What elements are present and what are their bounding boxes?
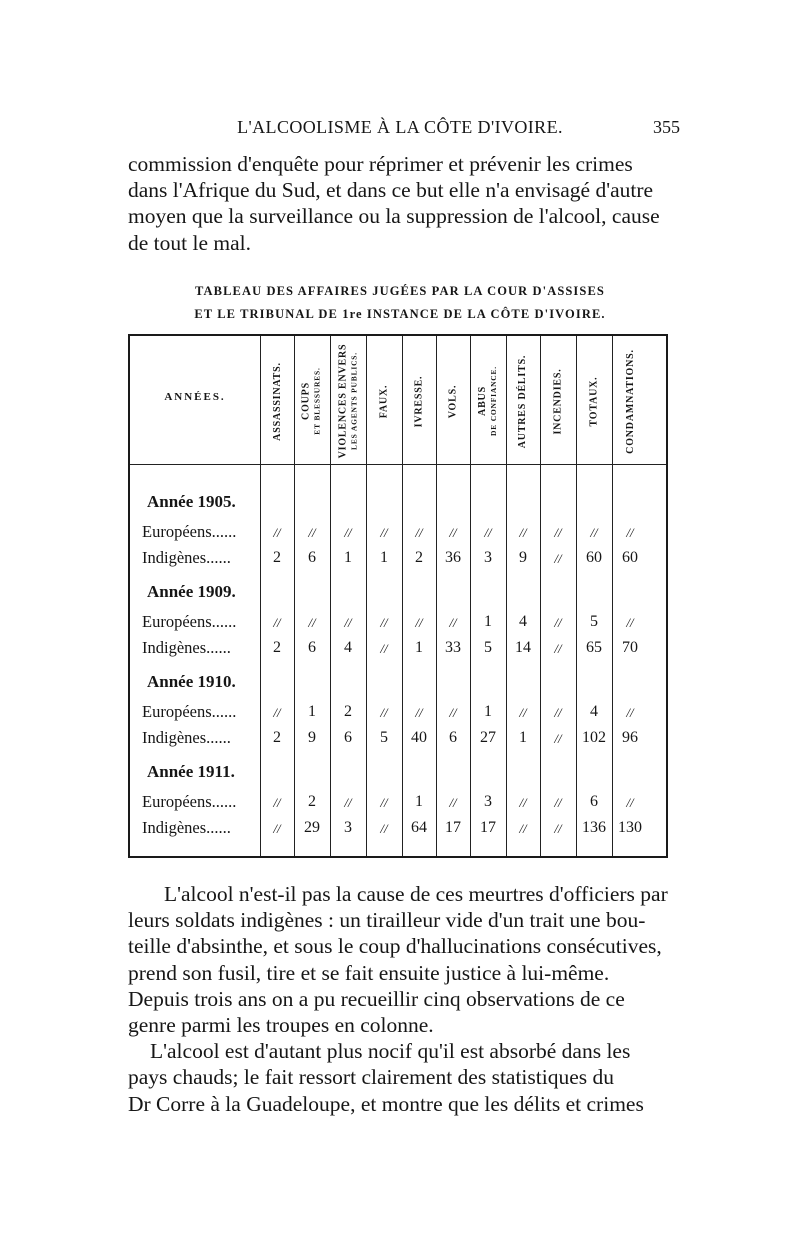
table-cell: 5 [484, 639, 492, 656]
column-header-text: AUTRES DÉLITS. [517, 354, 529, 448]
table-cell: 60 [622, 549, 638, 566]
column-header-text: IVRESSE. [413, 375, 425, 427]
row-label: Européens...... [142, 522, 237, 541]
table-cell: 1 [519, 729, 527, 746]
table-cell: 6 [344, 729, 352, 746]
table-cell: // [626, 615, 634, 630]
table-cell: 4 [519, 613, 527, 630]
table-cell: // [344, 525, 352, 540]
intro-line: de tout le mal. [128, 230, 251, 255]
column-header-line: COUPS [301, 382, 312, 420]
table-cell: 1 [308, 703, 316, 720]
row-label: Européens...... [142, 702, 237, 721]
table-cell: 65 [586, 639, 602, 656]
column-header [540, 340, 576, 462]
column-header [436, 340, 470, 462]
table-cell: 3 [344, 819, 352, 836]
table-cell: // [380, 641, 388, 656]
table-cell: // [380, 821, 388, 836]
table-cell: 2 [273, 549, 281, 566]
table-cell: 3 [484, 549, 492, 566]
table-cell: // [626, 705, 634, 720]
column-header [612, 340, 648, 462]
table-cell: 40 [411, 729, 427, 746]
running-head [120, 117, 680, 143]
table-cell: 60 [586, 549, 602, 566]
table-cell: 70 [622, 639, 638, 656]
table-cell: // [273, 705, 281, 720]
table-cell: 36 [445, 549, 461, 566]
table-cell: // [273, 525, 281, 540]
table-cell: 3 [484, 793, 492, 810]
table-caption-line-1: TABLEAU DES AFFAIRES JUGÉES PAR LA COUR D'ASSISES [195, 284, 605, 298]
table-cell: // [380, 525, 388, 540]
table-cell: // [344, 615, 352, 630]
table-cell: // [519, 821, 527, 836]
table-cell: 1 [484, 613, 492, 630]
table-cell: 6 [590, 793, 598, 810]
table-cell: 102 [582, 729, 606, 746]
column-header-text [337, 344, 359, 459]
table-cell: 130 [618, 819, 642, 836]
column-header-text: CONDAMNATIONS. [624, 348, 636, 454]
table-cell: // [415, 525, 423, 540]
table-cell: 1 [344, 549, 352, 566]
table-cell: // [380, 705, 388, 720]
table-cell: 136 [582, 819, 606, 836]
year-label: Année 1911. [147, 762, 235, 781]
table-cell: // [449, 525, 457, 540]
table-cell: // [380, 615, 388, 630]
table-cell: // [273, 795, 281, 810]
table-cell: // [554, 731, 562, 746]
intro-paragraph [128, 151, 672, 256]
table-cell: 9 [519, 549, 527, 566]
closing-line: Dr Corre à la Guadeloupe, et montre que les délits et crimes [128, 1091, 644, 1116]
closing-paragraphs [128, 881, 672, 1117]
year-label: Année 1910. [147, 672, 236, 691]
table-cell: // [590, 525, 598, 540]
table-cell: // [626, 795, 634, 810]
column-header [330, 340, 366, 462]
statistics-table [128, 334, 668, 858]
closing-line: L'alcool n'est-il pas la cause de ces meurtres d'officiers par [164, 882, 668, 906]
years-column-header: ANNÉES. [164, 391, 226, 403]
page-number: 355 [653, 117, 680, 137]
column-header-line: ABUS [477, 386, 488, 416]
table-cell: 2 [415, 549, 423, 566]
table-cell: 2 [308, 793, 316, 810]
table-cell: // [449, 795, 457, 810]
table-cell: // [308, 615, 316, 630]
table-cell: 64 [411, 819, 427, 836]
column-header [576, 340, 612, 462]
table-cell: // [449, 615, 457, 630]
column-header [260, 340, 294, 462]
table-cell: // [380, 795, 388, 810]
table-cell: 1 [484, 703, 492, 720]
running-title: L'ALCOOLISME À LA CÔTE D'IVOIRE. [237, 117, 563, 137]
column-header [294, 340, 330, 462]
closing-line: prend son fusil, tire et se fait ensuite justice à lui-même. [128, 960, 610, 985]
column-header-text: ASSASSINATS. [271, 361, 283, 441]
table-cell: // [273, 615, 281, 630]
closing-line: teille d'absinthe, et sous le coup d'hallucinations consécutives, [128, 934, 662, 959]
table-cell: 1 [415, 793, 423, 810]
table-cell: 1 [380, 549, 388, 566]
column-header-text: FAUX. [378, 384, 390, 418]
table-cell: // [449, 705, 457, 720]
table-cell: // [344, 795, 352, 810]
closing-line: pays chauds; le fait ressort clairement des statistiques du [128, 1065, 615, 1090]
table-cell: 17 [445, 819, 461, 836]
table-cell: 14 [515, 639, 531, 656]
closing-line: Depuis trois ans on a pu recueillir cinq observations de ce [128, 986, 625, 1011]
table-cell: // [484, 525, 492, 540]
column-header-line: LES AGENTS PUBLICS. [349, 352, 358, 450]
table-cell: 1 [415, 639, 423, 656]
column-header [366, 340, 402, 462]
closing-line: genre parmi les troupes en colonne. [128, 1013, 434, 1038]
column-header-line: DE CONFIANCE. [489, 366, 498, 436]
table-cell: // [554, 821, 562, 836]
column-header [506, 340, 540, 462]
table-cell: // [308, 525, 316, 540]
table-caption-line-2: ET LE TRIBUNAL DE 1re INSTANCE DE LA CÔTE D'IVOIRE. [194, 307, 606, 321]
row-label: Européens...... [142, 792, 237, 811]
column-header-text: INCENDIES. [552, 367, 564, 435]
column-header-text [301, 367, 323, 434]
table-cell: // [554, 525, 562, 540]
table-cell: 5 [380, 729, 388, 746]
table-cell: // [554, 641, 562, 656]
intro-line: dans l'Afrique du Sud, et dans ce but elle n'a envisagé d'autre [128, 178, 654, 203]
table-cell: 6 [449, 729, 457, 746]
intro-line: commission d'enquête pour réprimer et prévenir les crimes [128, 152, 633, 176]
table-cell: // [519, 705, 527, 720]
table-cell: // [626, 525, 634, 540]
table-cell: 27 [480, 729, 496, 746]
row-label: Indigènes...... [142, 638, 231, 657]
column-header-text: VOLS. [447, 384, 459, 418]
table-cell: // [554, 615, 562, 630]
column-header-line: VIOLENCES ENVERS [337, 343, 348, 459]
column-header [470, 340, 506, 462]
table-cell: 2 [273, 729, 281, 746]
year-label: Année 1909. [147, 582, 236, 601]
table-cell: // [519, 795, 527, 810]
table-cell: // [415, 615, 423, 630]
closing-line: L'alcool est d'autant plus nocif qu'il est absorbé dans les [150, 1039, 631, 1064]
table-cell: // [554, 551, 562, 566]
table-cell: // [415, 705, 423, 720]
year-label: Année 1905. [147, 492, 236, 511]
table-cell: 33 [445, 639, 461, 656]
header-rule [130, 464, 666, 465]
row-label: Indigènes...... [142, 548, 231, 567]
row-label: Indigènes...... [142, 818, 231, 837]
row-label: Européens...... [142, 612, 237, 631]
column-header-text: TOTAUX. [588, 376, 600, 426]
table-cell: // [519, 525, 527, 540]
intro-line: moyen que la surveillance ou la suppression de l'alcool, cause [128, 204, 660, 229]
table-cell: 6 [308, 549, 316, 566]
table-cell: 29 [304, 819, 320, 836]
table-cell: 17 [480, 819, 496, 836]
column-header [402, 340, 436, 462]
table-cell: 5 [590, 613, 598, 630]
table-cell: 4 [590, 703, 598, 720]
column-header-line: ET BLESSURES. [313, 367, 322, 435]
table-cell: 2 [344, 703, 352, 720]
column-header-text [477, 366, 499, 436]
closing-line: leurs soldats indigènes : un tirailleur vide d'un trait une bou- [128, 908, 646, 933]
table-cell: // [554, 705, 562, 720]
table-cell: // [273, 821, 281, 836]
table-cell: 2 [273, 639, 281, 656]
table-cell: 4 [344, 639, 352, 656]
table-cell: 96 [622, 729, 638, 746]
table-cell: 6 [308, 639, 316, 656]
row-label: Indigènes...... [142, 728, 231, 747]
table-cell: // [554, 795, 562, 810]
table-cell: 9 [308, 729, 316, 746]
